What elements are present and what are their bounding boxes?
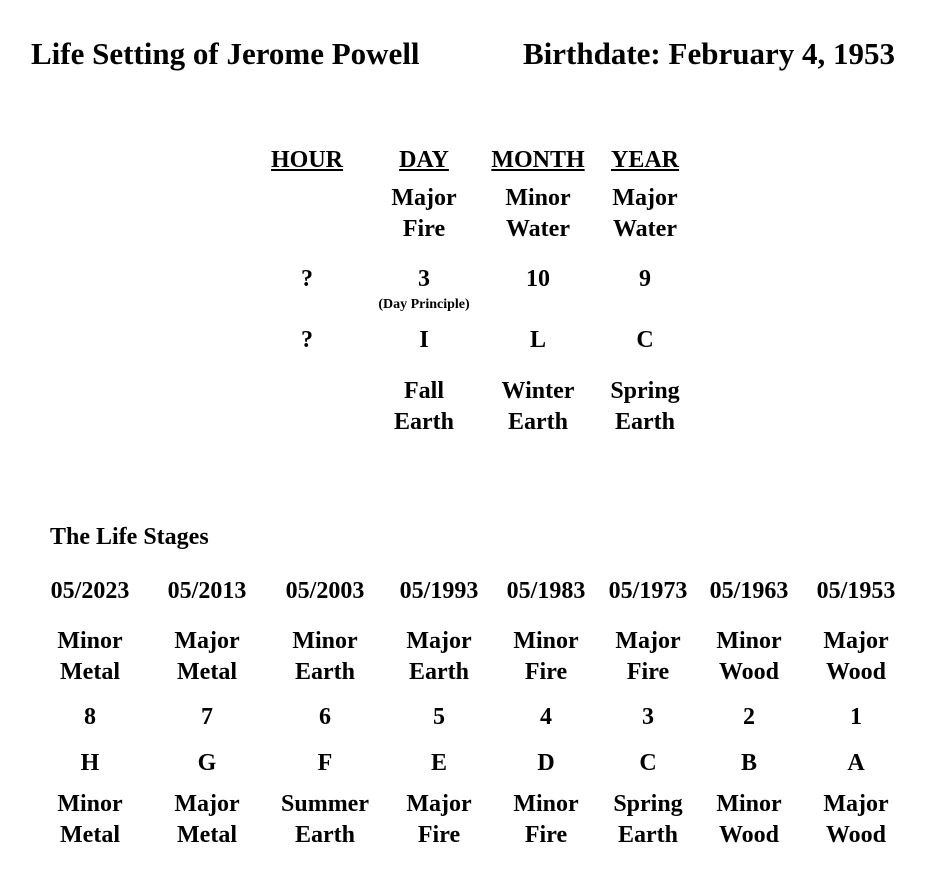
stage-date: 05/1983 [506,578,586,604]
stage-element-name: Earth [409,659,469,685]
stage-element-polarity: Minor [57,628,123,654]
stage-letter: B [740,750,757,776]
stage-sub-element-bottom: Earth [295,822,355,848]
pillar-day-element [359,183,489,245]
pillar-year-element-name: Water [613,216,677,242]
pillar-day-letter: I [419,327,429,353]
pillar-year-season-element: Earth [615,409,675,435]
stage-letter: D [537,750,555,776]
stage-sub-element-top: Major [823,791,889,817]
pillar-day-element-polarity: Major [391,185,457,211]
stage-sub-element [267,789,383,851]
stage-element-polarity: Minor [513,628,579,654]
pillar-month-number: 10 [526,266,550,292]
stage-sub-element-bottom: Fire [524,822,568,848]
stage-element-name: Fire [626,659,670,685]
page-title: Life Setting of Jerome Powell [31,36,420,71]
stage-number: 1 [850,704,862,730]
stage-element-polarity: Minor [292,628,358,654]
stage-sub-element [32,789,148,851]
stage-element [149,626,265,702]
stage-element [798,626,914,702]
stage-element [488,626,604,702]
stage-element-polarity: Minor [716,628,782,654]
stage-sub-element [149,789,265,851]
pillar-month-season-name: Winter [501,378,575,404]
stage-sub-element [691,789,807,851]
life-stage-column [381,576,497,851]
stage-letter: F [317,750,333,776]
stage-date: 05/1953 [816,578,896,604]
pillar-day-number: 3 [418,266,430,292]
stage-element-name: Metal [60,659,120,685]
pillar-month-letter: L [529,327,546,353]
pillar-year-element [580,183,710,245]
stage-number: 7 [201,704,213,730]
stage-sub-element [381,789,497,851]
stage-sub-element [798,789,914,851]
pillar-hour-number: ? [301,266,313,292]
stage-number: 8 [84,704,96,730]
stage-element [32,626,148,702]
pillar-month-element-polarity: Minor [505,185,571,211]
pillar-year-season-name: Spring [610,378,680,404]
stage-element-name: Metal [177,659,237,685]
stage-element-polarity: Major [823,628,889,654]
stage-sub-element-top: Minor [513,791,579,817]
stage-element [691,626,807,702]
stage-letter: H [80,750,100,776]
pillar-day-season-element: Earth [394,409,454,435]
life-stage-column [798,576,914,851]
pillar-hour-header: HOUR [271,147,343,173]
pillar-year-number: 9 [639,266,651,292]
stage-element-name: Wood [718,659,780,685]
pillar-year-header: YEAR [610,147,679,173]
life-stages-heading: The Life Stages [50,524,209,550]
stage-element-polarity: Major [174,628,240,654]
stage-element-name: Fire [524,659,568,685]
stage-sub-element [488,789,604,851]
stage-sub-element-top: Major [406,791,472,817]
pillar-day-header: DAY [399,147,449,173]
stage-number: 5 [433,704,445,730]
stage-element [381,626,497,702]
stage-date: 05/1973 [608,578,688,604]
life-stage-column [32,576,148,851]
life-stage-column [149,576,265,851]
stage-date: 05/2023 [50,578,130,604]
stage-sub-element-bottom: Earth [618,822,678,848]
stage-element [590,626,706,702]
stage-sub-element-bottom: Wood [825,822,887,848]
pillar-hour-letter: ? [301,327,313,353]
stage-sub-element-bottom: Wood [718,822,780,848]
stage-number: 2 [743,704,755,730]
pillar-month-element-name: Water [506,216,570,242]
stage-letter: G [197,750,217,776]
stage-sub-element-top: Minor [57,791,123,817]
stage-sub-element-top: Summer [281,791,369,817]
stage-date: 05/2003 [285,578,365,604]
pillar-month-header: MONTH [491,147,585,173]
stage-sub-element-top: Minor [716,791,782,817]
day-principle-note: (Day Principle) [378,297,470,312]
stage-number: 6 [319,704,331,730]
stage-sub-element-bottom: Metal [177,822,237,848]
stage-element-polarity: Major [406,628,472,654]
pillar-day-season-name: Fall [404,378,444,404]
birthdate: Birthdate: February 4, 1953 [523,36,895,71]
pillar-year-letter: C [636,327,654,353]
stage-letter: E [430,750,447,776]
life-stage-column [590,576,706,851]
stage-sub-element [590,789,706,851]
stage-element-polarity: Major [615,628,681,654]
pillar-month-season-element: Earth [508,409,568,435]
life-stage-column [488,576,604,851]
pillar-day-season [359,376,489,438]
life-stage-column [691,576,807,851]
pillar-year-element-polarity: Major [612,185,678,211]
pillar-day-element-name: Fire [402,216,446,242]
stage-sub-element-top: Spring [613,791,683,817]
stage-letter: C [639,750,657,776]
stage-number: 4 [540,704,552,730]
stage-element-name: Earth [295,659,355,685]
stage-sub-element-top: Major [174,791,240,817]
stage-letter: A [847,750,865,776]
stage-sub-element-bottom: Fire [417,822,461,848]
stage-sub-element-bottom: Metal [60,822,120,848]
stage-date: 05/1993 [399,578,479,604]
stage-element [267,626,383,702]
stage-date: 05/1963 [709,578,789,604]
pillar-year-season [580,376,710,438]
stage-number: 3 [642,704,654,730]
life-stage-column [267,576,383,851]
stage-date: 05/2013 [167,578,247,604]
stage-element-name: Wood [825,659,887,685]
